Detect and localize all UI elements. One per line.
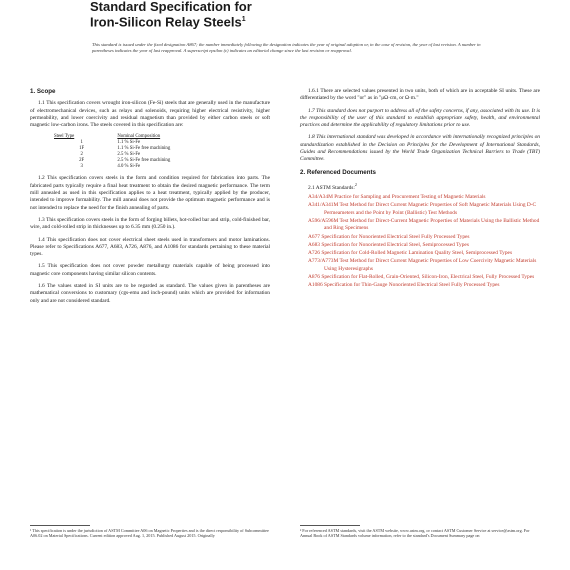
reference-title: Specification for Cold-Rolled Magnetic Lamination Quality Steel, Semiprocessed Types [321, 250, 513, 257]
title-line-2-text: Iron-Silicon Relay Steels [90, 14, 242, 30]
reference-title: Test Method for Direct-Current Magnetic Properties of Materials Using the Ballistic Method and Ring Specimens [324, 217, 540, 232]
steel-type-cell: 1F [79, 146, 85, 152]
paragraph-1-4: 1.4 This specification does not cover electrical sheet steels used in transformers and motor laminations. Please refer to Specifications A677, A683, A726, A876, and A1086 for standards pertaining to these material types. [30, 236, 270, 258]
footnote-rule-left [30, 525, 90, 526]
reference-item [308, 242, 540, 249]
right-column [300, 88, 540, 291]
document-title [90, 0, 470, 28]
reference-link[interactable]: A773/A773M [308, 258, 339, 265]
reference-item [308, 194, 540, 201]
paragraph-1-2: 1.2 This specification covers steels in the form and condition required for fabrication into parts. The fabricated parts typically require a final heat treatment to obtain the desired magnetic performance. The term mill annealed as used in this specification applies to a heat treatment, typically applied by the producer, intended to improve formability. The mill anneal does not provide the optimum magnetic performance and is not intended to replace the need for the finish annealing of parts. [30, 175, 270, 211]
steel-type-table [50, 134, 250, 170]
paragraph-1-7: 1.7 This standard does not purport to address all of the safety concerns, if any, associated with its use. It is the responsibility of the user of this standard to establish appropriate safety, health, and environmental practices and determine the applicability of regulatory limitations prior to use. [300, 107, 540, 129]
paragraph-1-1: 1.1 This specification covers wrought iron-silicon (Fe-Si) steels that are generally used in the manufacture of electromechanical devices, such as relays and solenoids, requiring higher electrical resistivity, higher permeability, and lower coercivity and residual magnetism than provided by either carbon steels or soft magnetic low-carbon irons. The steels covered in this specification are: [30, 100, 270, 129]
title-line-1: Standard Specification for [90, 0, 252, 14]
steel-type-cell: 2 [80, 152, 83, 158]
reference-item [308, 282, 540, 289]
reference-link[interactable]: A683 [308, 241, 320, 248]
steel-type-cell: 3 [80, 164, 83, 170]
scope-heading: 1. Scope [30, 88, 56, 95]
steel-type-row [50, 164, 250, 170]
referenced-documents-heading: 2. Referenced Documents [300, 168, 376, 176]
nominal-composition-cell: 2.5 % Si-Fe free machining [117, 158, 171, 164]
astm-standards-footnote-marker: 2 [354, 181, 357, 187]
reference-link[interactable]: A596/A596M [308, 217, 339, 224]
nominal-composition-cell: 2.5 % Si-Fe [117, 152, 141, 158]
title-line-2 [90, 13, 470, 28]
reference-title: Specification for Nonoriented Electrical Steel, Semiprocessed Types [321, 241, 469, 248]
paragraph-1-6: 1.6 The values stated in SI units are to be regarded as standard. The values given in parentheses are mathematical conversions to customary (cgs-emu and inch-pound) units which are provided for information only and are not considered standard. [30, 283, 270, 304]
reference-item [308, 274, 540, 281]
reference-item [308, 250, 540, 257]
title-footnote-marker: 1 [241, 16, 246, 23]
reference-item [308, 234, 540, 241]
reference-link[interactable]: A341/A341M [308, 202, 339, 209]
reference-title: Test Method for Direct Current Magnetic Properties of Low Coercivity Magnetic Materials Using Hysteresigraphs [324, 258, 537, 272]
steel-type-cell: 1 [80, 140, 83, 146]
preamble-note: This standard is issued under the fixed designation A867; the number immediately following the designation indicates the year of original adoption or, in the case of revision, the year of last revision. A number in parentheses indicates the year of last reapproval. A superscript epsilon (ε) indicates an editorial change since the last revision or reapproval. [92, 42, 481, 53]
nominal-composition-cell: 1.1 % Si-Fe free machining [117, 146, 171, 152]
footnote-1: ¹ This specification is under the jurisdiction of ASTM Committee A06 on Magnetic Properties and is the direct responsibility of Subcommittee A06.02 on Material Specifications. Current edition approved Aug. 1, 2015. Published August 2015. Originally [30, 528, 269, 539]
astm-standards-subheading [300, 181, 540, 192]
reference-item [308, 202, 540, 217]
nominal-composition-cell: 1.1 % Si-Fe [117, 140, 141, 146]
reference-link[interactable]: A876 [308, 274, 320, 281]
reference-title: Specification for Thin-Gauge Nonoriented Electrical Steel Fully Processed Types [324, 282, 500, 289]
nominal-composition-cell: 4.0 % Si-Fe [117, 164, 141, 170]
astm-standards-label: 2.1 ASTM Standards: [308, 184, 355, 191]
left-column [30, 88, 270, 310]
reference-link[interactable]: A677 [308, 233, 320, 240]
reference-link[interactable]: A34/A34M [308, 194, 333, 201]
footnote-2: ² For referenced ASTM standards, visit the ASTM website, www.astm.org, or contact ASTM Customer Service at service@astm.org. For Annual Book of ASTM Standards volume information, refer to the standard's Document Summary page on [300, 528, 530, 539]
steel-type-cell: 2F [79, 158, 85, 164]
steel-type-header: Steel Type [54, 134, 75, 140]
reference-title: Specification for Nonoriented Electrical Steel Fully Processed Types [321, 233, 470, 240]
reference-item [308, 218, 540, 233]
paragraph-1-5: 1.5 This specification does not cover powder metallurgy materials capable of being processed into magnetic core components having similar silicon contents. [30, 263, 270, 277]
nominal-composition-header: Nominal Composition [117, 134, 161, 140]
paragraph-1-6-1: 1.6.1 There are selected values presented in two units, both of which are in acceptable SI units. These are differentiated by the word "or" as in "μΩ·cm, or Ω·m." [300, 88, 540, 102]
reference-title: Test Method for Direct Current Magnetic Properties of Soft Magnetic Materials Using D-C Permeameters and the Point by Point (Ballistic) Test Methods [324, 202, 537, 216]
paragraph-1-3: 1.3 This specification covers steels in the form of forging billets, hot-rolled bar and strip, cold-finished bar, wire, and cold-rolled strip in thicknesses up to 6.35 mm (0.250 in.). [30, 216, 270, 231]
reference-item [308, 258, 540, 273]
reference-title: Practice for Sampling and Procurement Testing of Magnetic Materials [334, 194, 486, 201]
reference-link[interactable]: A726 [308, 250, 320, 257]
reference-list [300, 194, 540, 290]
reference-link[interactable]: A1086 [308, 282, 323, 289]
footnote-rule-right [300, 525, 360, 526]
reference-title: Specification for Flat-Rolled, Grain-Oriented, Silicon-Iron, Electrical Steel, Fully Processed Types [321, 274, 535, 281]
paragraph-1-8: 1.8 This international standard was developed in accordance with internationally recognized principles on standardization established in the Decision on Principles for the Development of International Standards, Guides and Recommendations issued by the World Trade Organization Technical Barriers to Trade (TBT) Committee. [300, 134, 540, 163]
